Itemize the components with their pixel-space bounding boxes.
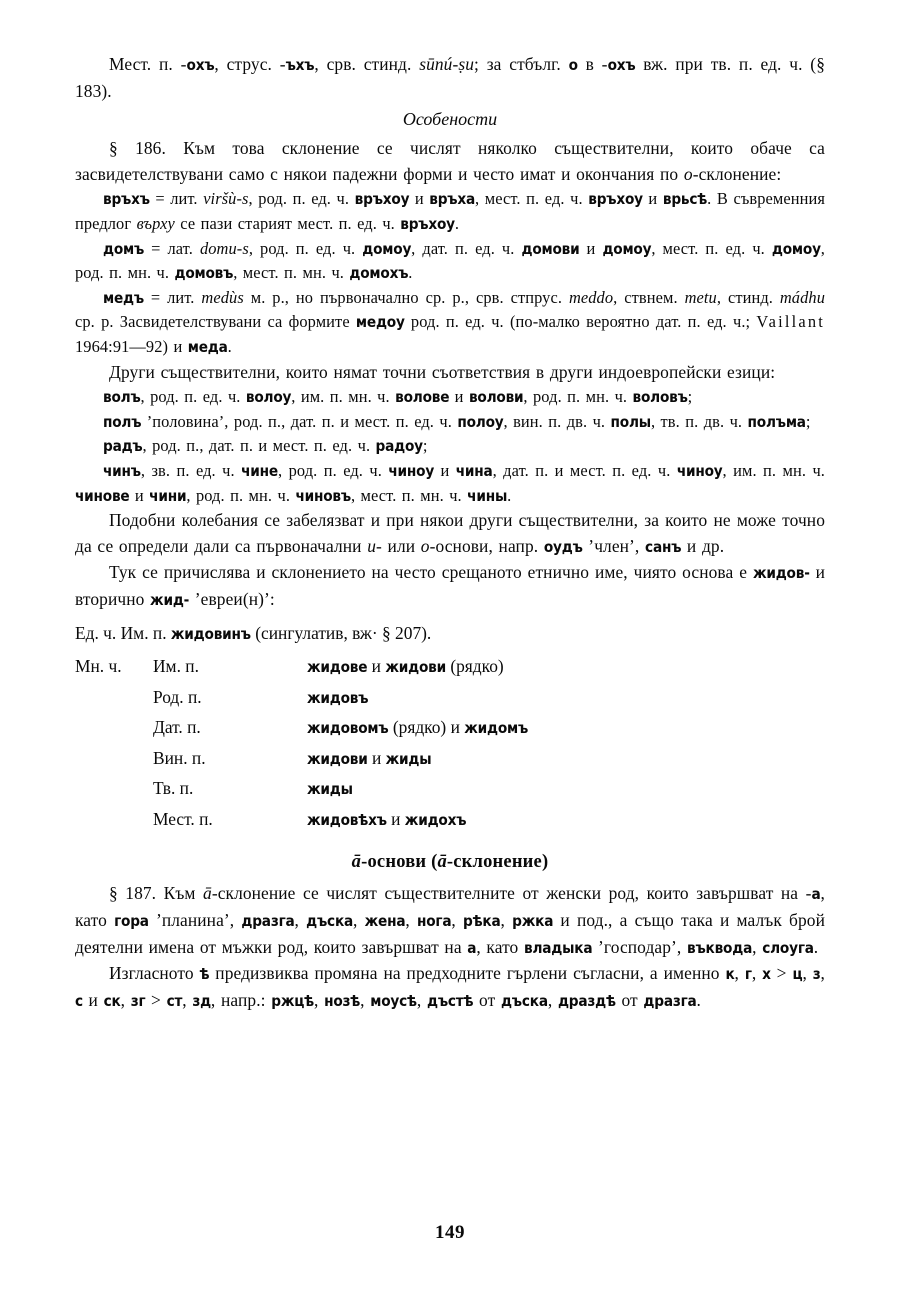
s187-h: , xyxy=(451,910,463,931)
vol-e: ; xyxy=(687,387,693,407)
domu-g: , мест. п. мн. ч. xyxy=(233,263,350,283)
vrhu-c: и xyxy=(409,189,430,209)
spacer-cell xyxy=(75,683,153,714)
vol-b: , им. п. мн. ч. xyxy=(291,387,396,407)
domu-c: , дат. п. ед. ч. xyxy=(411,238,522,258)
yat-p: от xyxy=(473,989,501,1010)
yat-e: > xyxy=(770,963,793,984)
ocs-form-domou-1: домоу xyxy=(362,239,412,258)
vol-c: и xyxy=(449,387,469,407)
ocs-ending-a-1: а xyxy=(811,885,821,904)
ocs-form-oudu: оудъ xyxy=(543,537,583,556)
fluct-a: Подобни колебания се забелязват и при някои други съществителни, за които не може точно да се определи дали са първоначални xyxy=(75,510,825,556)
s187-g: , xyxy=(405,910,417,931)
entry-rad xyxy=(75,434,825,459)
paradigm-table-jidove xyxy=(75,652,528,835)
ocs-form-chinou-1: чиноу xyxy=(388,461,435,480)
note-nom-rare: (рядко) xyxy=(445,656,504,677)
case-label-nominative: Им. п. xyxy=(153,656,199,677)
italic-i-stem: и- xyxy=(367,535,382,556)
ocs-form-domohu: домохъ xyxy=(349,264,409,283)
yat-o: , xyxy=(416,989,427,1010)
medu-e: ср. р. Засвидетелствувани са формите xyxy=(75,312,356,332)
case-label-accusative: Вин. п. xyxy=(153,747,206,768)
lithuanian-citation-medus: medùs xyxy=(201,287,244,307)
rad-a: , род. п., дат. п. и мест. п. ед. ч. xyxy=(142,436,376,456)
ocs-form-domou-3: домоу xyxy=(771,239,821,258)
domu-b: , род. п. ед. ч. xyxy=(248,238,363,258)
yat-h: и xyxy=(82,989,104,1010)
ocs-form-radou: радоу xyxy=(375,437,423,456)
ocs-cluster-sk: ск xyxy=(103,991,121,1010)
loc-text-a: Мест. п. - xyxy=(109,54,187,74)
yat-i: , xyxy=(120,989,131,1010)
s187-a: Към xyxy=(156,883,204,904)
medu-d: , стинд. xyxy=(716,287,780,307)
table-row xyxy=(75,683,528,714)
pol-b: , вин. п. дв. ч. xyxy=(503,411,611,431)
loc-text-b: , струс. - xyxy=(214,54,286,74)
ocs-form-poluma: полъма xyxy=(747,412,806,431)
yat-q: , xyxy=(547,989,558,1010)
table-row xyxy=(75,774,528,805)
ocs-headword-domu: домъ xyxy=(103,239,145,258)
rad-b: ; xyxy=(422,436,428,456)
ocs-form-volovu: воловъ xyxy=(632,388,688,407)
s187-f: , xyxy=(353,910,365,931)
ocs-form-uhu: ъхъ xyxy=(285,56,315,74)
ocs-cluster-st: ст xyxy=(166,991,183,1010)
ocs-form-sanu: санъ xyxy=(645,537,682,556)
ocs-letter-yat: ѣ xyxy=(199,965,210,984)
case-label-dative: Дат. п. xyxy=(153,717,201,738)
ocs-form-vrhou-3: връхоу xyxy=(400,214,455,233)
ocs-form-duska-1: дъска xyxy=(306,912,354,931)
ocs-form-volovi: волови xyxy=(468,388,524,407)
latin-citation-domus: domu-s xyxy=(199,238,249,258)
fluct-b: или xyxy=(381,535,421,556)
old-prussian-citation: meddo xyxy=(568,287,614,307)
ocs-form-jidy-acc: жиды xyxy=(385,749,432,768)
ocs-ending-a-2: а xyxy=(467,938,477,957)
ocs-form-medou: медоу xyxy=(355,313,405,332)
text-column xyxy=(75,52,825,1014)
loc-text-f: вж. при тв. п. ед. ч. (§ 183). xyxy=(75,54,825,101)
yat-d: , xyxy=(751,963,763,984)
page-number: 149 xyxy=(435,1222,465,1243)
subheading-osobenosti: Особености xyxy=(402,109,498,130)
fluct-c: -основи, напр. xyxy=(429,535,544,556)
s187-b: -склонение се числят съществителните от женски род, които завършват на - xyxy=(211,883,812,904)
sechead-text-1: -основи ( xyxy=(361,852,438,873)
ocs-form-vrhou-1: връхоу xyxy=(354,190,410,209)
chin-c: и xyxy=(434,460,456,480)
ocs-form-vrha: връха xyxy=(429,190,476,209)
ocs-form-jidomu: жидомъ xyxy=(464,719,529,738)
fluct-e: и др. xyxy=(681,535,725,556)
ocs-headword-vrhu: връхъ xyxy=(103,190,150,209)
chin-i: . xyxy=(507,485,512,505)
entry-medu xyxy=(75,286,825,360)
vrhu-h: . xyxy=(454,213,460,233)
vrhu-g: се пази старият мест. п. ед. ч. xyxy=(174,213,401,233)
chin-g: , род. п. мн. ч. xyxy=(186,485,296,505)
ethno-b: и вторично xyxy=(75,562,825,609)
ocs-headword-vol: волъ xyxy=(103,388,141,407)
ocs-form-slouga: слоуга xyxy=(762,938,814,957)
macron-a-1: ā xyxy=(351,852,362,873)
ocs-form-drazga-2: дразга xyxy=(643,991,697,1010)
ocs-headword-rad: радъ xyxy=(103,437,143,456)
old-high-german-citation: metu xyxy=(684,287,717,307)
ethno-c: ’евреи(н)’: xyxy=(189,588,275,609)
ocs-form-drazga-1: дразга xyxy=(241,912,295,931)
vol-a: , род. п. ед. ч. xyxy=(140,387,246,407)
chin-e: , им. п. мн. ч. xyxy=(722,460,826,480)
domu-a: = лат. xyxy=(144,238,200,258)
sanskrit-citation-madhu: mádhu xyxy=(779,287,825,307)
loc-text-d: ; за стбълг. xyxy=(474,54,569,74)
ocs-form-meda: меда xyxy=(187,337,228,356)
table-row xyxy=(75,805,528,836)
vrhu-e: и xyxy=(642,189,663,209)
ocs-form-volou: волоу xyxy=(245,388,292,407)
s186-text-b: -склонение: xyxy=(692,163,782,184)
forms-locative xyxy=(303,805,528,836)
s187-d: ’планина’, xyxy=(148,910,242,931)
yat-l: , напр.: xyxy=(210,989,272,1010)
pol-d: ; xyxy=(805,411,811,431)
chin-h: , мест. п. мн. ч. xyxy=(350,485,468,505)
s187-c: , като xyxy=(75,883,825,931)
paragraph-locative-note xyxy=(75,52,825,104)
s187-j: и под., а също така и малък брой деятелни имена от мъжки род, които завършват на xyxy=(75,910,825,957)
spacer-cell xyxy=(75,805,153,836)
paragraph-other-nouns: Други съществителни, които нямат точни съответствия в други индоевропейски езици: xyxy=(109,361,776,382)
s187-m: , xyxy=(752,936,763,957)
s187-e: , xyxy=(294,910,307,931)
ocs-letter-h: х xyxy=(762,965,771,984)
medu-a: = лит. xyxy=(143,287,202,307)
ocs-form-jidovomu: жидовомъ xyxy=(307,719,389,738)
s187-k: , като xyxy=(476,936,524,957)
ocs-form-chini: чини xyxy=(149,486,187,505)
ocs-form-jidovehu: жидовѣхъ xyxy=(307,810,387,829)
forms-instrumental xyxy=(303,774,528,805)
macron-a-2: ā xyxy=(437,852,447,873)
ocs-form-domovu: домовъ xyxy=(174,264,234,283)
sanskrit-citation: sūnú-ṣu xyxy=(419,54,475,74)
case-label-instrumental: Тв. п. xyxy=(153,778,194,799)
vrhu-b: , род. п. ед. ч. xyxy=(248,189,355,209)
medu-h: . xyxy=(227,336,232,356)
conj-loc: и xyxy=(386,808,405,829)
singular-case-label: Им. п. xyxy=(120,623,167,644)
macron-a-inline: ā xyxy=(203,883,212,904)
ocs-form-jidovi-nom: жидови xyxy=(385,658,446,677)
ocs-form-duska-2: дъска xyxy=(500,991,548,1010)
paragraph-ethnonym xyxy=(75,560,825,613)
ocs-stem-jid: жид- xyxy=(150,590,190,609)
ocs-form-vrhse: врьсѣ xyxy=(662,190,708,209)
domu-f: , род. п. мн. ч. xyxy=(75,238,825,283)
ocs-letter-ts: ц xyxy=(792,965,803,984)
ocs-headword-medu: медъ xyxy=(103,288,144,307)
yat-s: . xyxy=(696,989,701,1010)
note-dat-rare: (рядко) и xyxy=(388,717,465,738)
chin-a: , зв. п. ед. ч. xyxy=(140,460,242,480)
entry-pol xyxy=(75,410,825,435)
chin-f: и xyxy=(129,485,150,505)
ocs-form-jidovi-acc: жидови xyxy=(307,749,368,768)
medu-f: род. п. ед. ч. (по-малко вероятно дат. п. ед. ч.; xyxy=(404,312,757,332)
s187-n: . xyxy=(813,936,819,957)
medu-b: м. р., но първоначално ср. р., срв. стпрус. xyxy=(243,287,569,307)
ocs-form-chine: чине xyxy=(241,461,278,480)
medu-g: 1964:91—92) и xyxy=(75,336,188,356)
ocs-headword-pol: полъ xyxy=(103,412,142,431)
plural-number-label: Мн. ч. xyxy=(75,656,122,677)
table-row xyxy=(75,713,528,744)
ocs-stem-jidov: жидов- xyxy=(752,564,810,583)
ocs-form-noze: нозѣ xyxy=(324,991,361,1010)
yat-m: , xyxy=(314,989,325,1010)
section-heading-a-stems xyxy=(75,849,825,875)
paragraph-section-187 xyxy=(75,881,825,961)
vol-d: , род. п. мн. ч. xyxy=(523,387,633,407)
ocs-form-chinovu: чиновъ xyxy=(295,486,351,505)
singular-number-label: Ед. ч. xyxy=(75,623,117,644)
ethno-a: Тук се причислява и склонението на често срещаното етнично име, чиято основа е xyxy=(109,562,753,583)
entry-vrhu xyxy=(75,187,825,236)
yat-j: > xyxy=(145,989,167,1010)
italic-vurhu: върху xyxy=(136,213,175,233)
yat-g: , xyxy=(820,963,825,984)
case-label-genitive: Род. п. xyxy=(153,686,202,707)
loc-text-e: в - xyxy=(577,54,608,74)
ocs-form-jena: жена xyxy=(364,912,406,931)
yat-f: , xyxy=(802,963,813,984)
paragraph-section-186 xyxy=(75,136,825,187)
ocs-letter-g: г xyxy=(744,965,752,984)
pol-c: , тв. п. дв. ч. xyxy=(650,411,748,431)
s187-i: , xyxy=(500,910,513,931)
vrhu-d: , мест. п. ед. ч. xyxy=(475,189,589,209)
entry-chin xyxy=(75,459,825,508)
ocs-form-china: чина xyxy=(455,461,493,480)
reference-vaillant: Vaillant xyxy=(756,312,825,332)
ocs-form-duste: дъстѣ xyxy=(427,991,474,1010)
ocs-form-domou-2: домоу xyxy=(602,239,652,258)
ocs-form-drazde: драздѣ xyxy=(557,991,616,1010)
ocs-form-vrhou-2: връхоу xyxy=(588,190,643,209)
italic-o-stem: о xyxy=(683,163,693,184)
pol-a: ’половина’, род. п., дат. п. и мест. п. ед. ч. xyxy=(141,411,458,431)
entry-vol xyxy=(75,385,825,410)
paradigm-singular-line xyxy=(75,619,825,648)
ocs-form-vladyka: владыка xyxy=(524,938,593,957)
ocs-form-vukvoda: въквода xyxy=(687,938,753,957)
ocs-cluster-zd: зд xyxy=(192,991,211,1010)
forms-dative xyxy=(303,713,528,744)
ocs-form-mouse: моусѣ xyxy=(370,991,417,1010)
spacer-cell xyxy=(75,744,153,775)
yat-n: , xyxy=(360,989,371,1010)
domu-d: и xyxy=(579,238,603,258)
ocs-letter-s: с xyxy=(75,991,83,1010)
medu-c: , ствнем. xyxy=(613,287,685,307)
conj-nom: и xyxy=(367,656,386,677)
domu-e: , мест. п. ед. ч. xyxy=(651,238,772,258)
loc-text-c: , срв. стинд. xyxy=(314,54,420,74)
table-row xyxy=(75,652,528,683)
ocs-form-chiny: чины xyxy=(467,486,508,505)
paragraph-yat-palatalization xyxy=(75,961,825,1014)
ocs-form-jidovinu: жидовинъ xyxy=(170,625,251,644)
s186-text-a: Към това склонение се числят няколко съществителни, които обаче са засвидетелствувани само с някои падежни форми и често имат и окончания по xyxy=(75,138,826,184)
singular-note: (сингулатив, вж· § 207). xyxy=(255,623,432,644)
chin-b: , род. п. ед. ч. xyxy=(277,460,389,480)
ocs-form-ronka: ржка xyxy=(512,912,554,931)
conj-acc: и xyxy=(367,747,386,768)
sechead-text-2: -склонение) xyxy=(446,852,549,873)
fluct-d: ’член’, xyxy=(582,535,646,556)
ocs-form-jidove: жидове xyxy=(307,658,368,677)
section-marker-187: § 187. xyxy=(109,883,157,904)
entry-domu xyxy=(75,237,825,286)
paragraph-fluctuations xyxy=(75,508,825,560)
ocs-form-jidy-instr: жиды xyxy=(307,780,353,799)
case-label-locative: Мест. п. xyxy=(153,808,213,829)
vrhu-a: = лит. xyxy=(149,189,204,209)
vrhu-f: . В съвременния предлог xyxy=(75,189,826,233)
ocs-letter-o: о xyxy=(568,56,578,74)
ocs-form-okhu-2: охъ xyxy=(607,56,636,74)
forms-accusative xyxy=(303,744,528,775)
yat-r: от xyxy=(615,989,644,1010)
ocs-form-chinou-2: чиноу xyxy=(676,461,723,480)
yat-k: , xyxy=(182,989,193,1010)
chin-d: , дат. п. и мест. п. ед. ч. xyxy=(492,460,677,480)
spacer-cell xyxy=(75,774,153,805)
ocs-form-gora: гора xyxy=(114,912,149,931)
ocs-form-rontse: ржцѣ xyxy=(271,991,315,1010)
ocs-form-volove: волове xyxy=(395,388,450,407)
yat-b: предизвиква промяна на предходните гърлени съгласни, а именно xyxy=(209,963,726,984)
ocs-letter-z: з xyxy=(812,965,821,984)
s187-l: ’господар’, xyxy=(592,936,688,957)
ocs-headword-chin: чинъ xyxy=(103,461,141,480)
ocs-form-jidovu: жидовъ xyxy=(307,688,369,707)
section-marker-186: § 186. xyxy=(109,138,166,159)
ocs-form-noga: нога xyxy=(417,912,452,931)
ocs-form-polou: полоу xyxy=(457,412,504,431)
lithuanian-citation-vrhu: viršù-s xyxy=(203,189,249,209)
ocs-letter-k: к xyxy=(725,965,735,984)
italic-o-stem-2: о xyxy=(420,535,430,556)
forms-genitive xyxy=(303,683,528,714)
ocs-form-jidohu: жидохъ xyxy=(404,810,467,829)
forms-nominative xyxy=(303,652,528,683)
domu-h: . xyxy=(408,263,413,283)
ocs-form-poly: полы xyxy=(610,412,651,431)
spacer-cell xyxy=(75,713,153,744)
ocs-cluster-zg: зг xyxy=(130,991,146,1010)
ocs-form-okhu-1: охъ xyxy=(186,56,215,74)
ocs-form-domovi: домови xyxy=(521,239,580,258)
paradigm-body xyxy=(75,652,528,835)
yat-c: , xyxy=(734,963,745,984)
ocs-form-reka: рѣка xyxy=(463,912,501,931)
ocs-form-chinove: чинове xyxy=(75,486,130,505)
yat-a: Изгласното xyxy=(109,963,200,984)
table-row xyxy=(75,744,528,775)
